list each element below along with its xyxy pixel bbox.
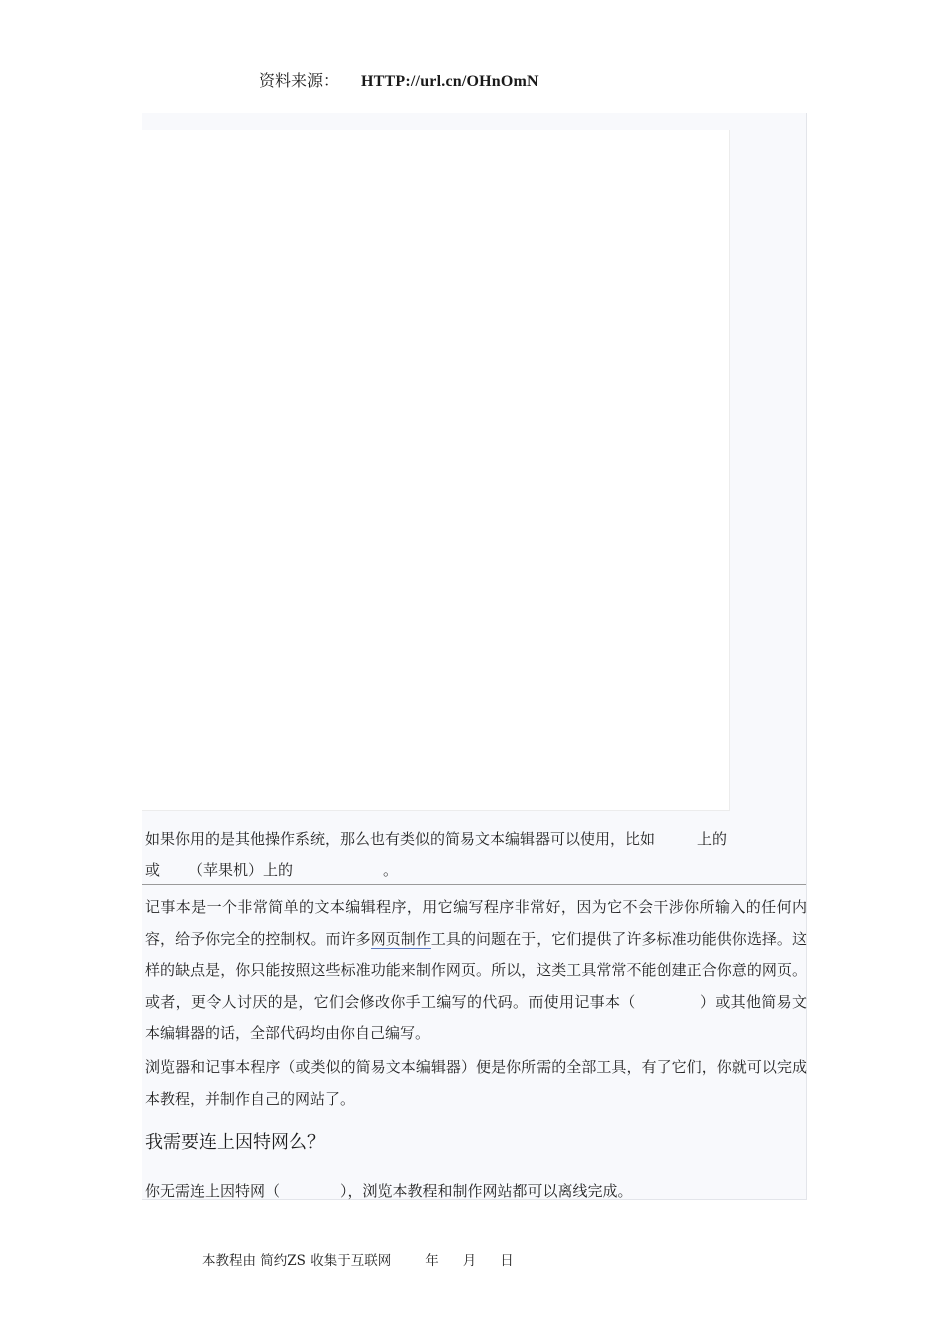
os-editors-line-1: 如果你用的是其他操作系统，那么也有类似的简易文本编辑器可以使用，比如 上的 [145,830,728,848]
footer-year: 年 [425,1253,439,1269]
source-url[interactable]: HTTP://url.cn/OHnOmN [361,73,539,90]
footer-text: 本教程由 简约ZS 收集于互联网 [202,1253,392,1269]
section-divider [142,884,806,885]
footer-month: 月 [462,1253,477,1269]
internet-question-heading: 我需要连上因特网么？ [145,1132,325,1153]
source-label: 资料来源： [259,71,340,90]
image-placeholder [142,130,730,811]
os-editors-line-2: 或 （苹果机）上的 。 [145,861,399,879]
web-design-link[interactable]: 网页制作 [370,929,431,948]
footer-day: 日 [500,1253,514,1269]
page-footer [202,1249,514,1269]
browser-notepad-paragraph: 浏览器和记事本程序（或类似的简易文本编辑器）便是你所需的全部工具，有了它们，你就可以完成本教程，并制作自己的网站了。 [145,1058,807,1108]
source-header [259,68,539,91]
offline-paragraph: 你无需连上因特网（ ），浏览本教程和制作网站都可以离线完成。 [145,1182,633,1200]
notepad-paragraph: 记事本是一个非常简单的文本编辑程序，用它编写程序非常好，因为它不会干涉你所输入的任何内容，给予你完全的控制权。而许多网页制作工具的问题在于，它们提供了许多标准功能供你选择。这样的缺点是，你只能按照这些标准功能来制作网页。所以，这类工具常常不能创建正合你意的网页。或者，更令人讨厌的是，它们会修改你手工编写的代码。而使用记事本（ ）或其他简易文本编辑器的话，全部代码均由你自己编写。 [145,898,807,1042]
